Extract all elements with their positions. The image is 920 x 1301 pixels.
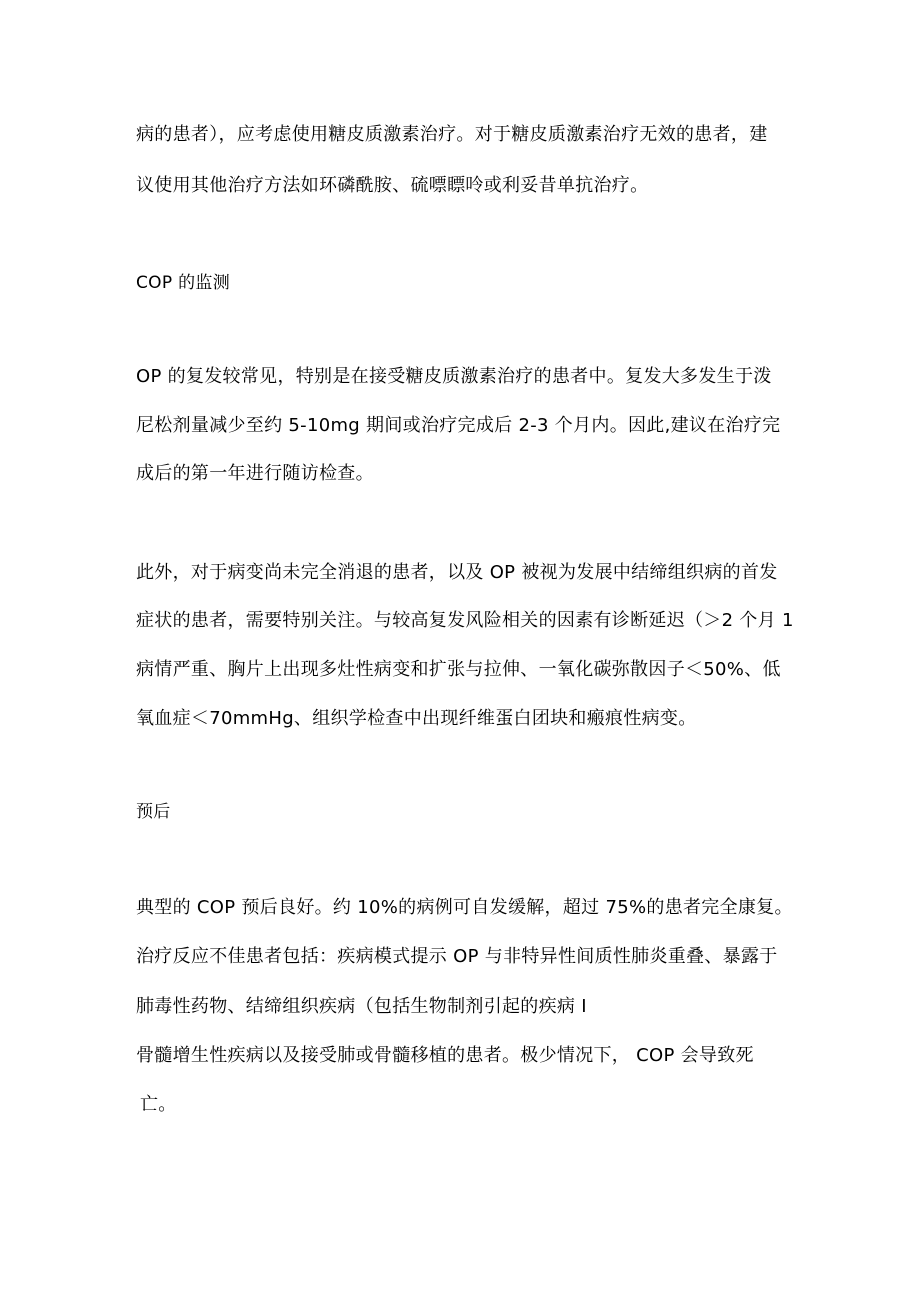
para3-line-4: 氧血症＜70mmHg、组织学检查中出现纤维蛋白团块和瘢痕性病变。 bbox=[136, 708, 697, 729]
para4-line-2: 治疗反应不佳患者包括：疾病模式提示 OP 与非特异性间质性肺炎重叠、暴露于 bbox=[136, 946, 778, 967]
para2-line-3: 成后的第一年进行随访检查。 bbox=[136, 463, 374, 484]
para3-line-3: 病情严重、胸片上出现多灶性病变和扩张与拉伸、一氧化碳弥散因子＜50%、低 bbox=[136, 659, 781, 680]
section-heading-prognosis: 预后 bbox=[136, 802, 171, 822]
section-heading-monitoring: COP 的监测 bbox=[136, 273, 231, 293]
para3-line-1: 此外，对于病变尚未完全消退的患者，以及 OP 被视为发展中结缔组织病的首发 bbox=[136, 562, 778, 583]
para4-line-5: 亡。 bbox=[140, 1094, 177, 1115]
para2-line-2: 尼松剂量减少至约 5-10mg 期间或治疗完成后 2-3 个月内。因此,建议在治疗完 bbox=[136, 415, 781, 436]
para4-line-3: 肺毒性药物、结缔组织疾病（包括生物制剂引起的疾病 I bbox=[136, 996, 587, 1017]
para1-line-1: 病的患者），应考虑使用糖皮质激素治疗。对于糖皮质激素治疗无效的患者，建 bbox=[136, 124, 768, 145]
para2-line-1: OP 的复发较常见，特别是在接受糖皮质激素治疗的患者中。复发大多发生于泼 bbox=[136, 366, 772, 387]
para4-line-4: 骨髓增生性疾病以及接受肺或骨髓移植的患者。极少情况下， COP 会导致死 bbox=[136, 1045, 754, 1066]
para3-line-2: 症状的患者，需要特别关注。与较高复发风险相关的因素有诊断延迟（＞2 个月 1 bbox=[136, 610, 794, 631]
para1-line-2: 议使用其他治疗方法如环磷酰胺、硫嘌瞟呤或利妥昔单抗治疗。 bbox=[136, 175, 649, 196]
para4-line-1: 典型的 COP 预后良好。约 10%的病例可自发缓解，超过 75%的患者完全康复。 bbox=[136, 897, 793, 918]
